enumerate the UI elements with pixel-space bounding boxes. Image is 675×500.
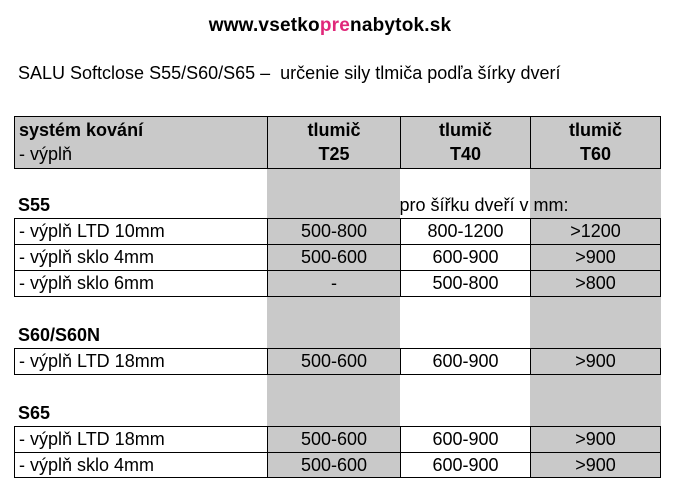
header-t60-line2: T60 — [579, 144, 612, 164]
heading-subtitle: určenie sily tlmiča podľa šírky dverí — [280, 63, 561, 83]
group-row-s65 — [14, 400, 661, 426]
website-url — [0, 15, 660, 37]
table-row — [14, 244, 661, 270]
url-part-2: nabytok.sk — [350, 15, 452, 36]
border-header-bottom — [14, 168, 661, 169]
cell-t25: 500-600 — [267, 244, 400, 270]
cell-t60: >900 — [530, 348, 661, 374]
group-row-s60 — [14, 322, 661, 348]
cell-t40: 800-1200 — [400, 218, 530, 244]
header-t25-line1: tlumič — [307, 120, 361, 140]
product-name: SALU Softclose S55/S60/S65 – — [18, 63, 271, 83]
header-cell-t40 — [400, 116, 530, 168]
cell-t40: 600-900 — [400, 426, 530, 452]
header-cell-t60 — [530, 116, 661, 168]
cell-t25: 500-600 — [267, 426, 400, 452]
row-label: - výplň sklo 4mm — [14, 452, 267, 478]
cell-t60: >800 — [530, 270, 661, 296]
unit-note: pro šířku dveří v mm: — [399, 194, 569, 215]
header-t25-line2: T25 — [318, 144, 350, 164]
header-t40-line1: tlumič — [438, 120, 492, 140]
header-cell-t25 — [267, 116, 400, 168]
group-label-s65: S65 — [18, 402, 51, 423]
row-label: - výplň LTD 10mm — [14, 218, 267, 244]
cell-t40: 600-900 — [400, 244, 530, 270]
cell-t40: 600-900 — [400, 348, 530, 374]
table-row — [14, 348, 661, 374]
table-row — [14, 452, 661, 478]
cell-t60: >1200 — [530, 218, 661, 244]
url-part-highlight: pre — [319, 15, 351, 36]
page-heading — [18, 63, 561, 84]
row-label: - výplň LTD 18mm — [14, 348, 267, 374]
row-divider — [14, 296, 661, 297]
cell-t25: - — [267, 270, 400, 296]
cell-t60: >900 — [530, 426, 661, 452]
cell-t60: >900 — [530, 452, 661, 478]
table-row — [14, 218, 661, 244]
table-header-row — [14, 116, 661, 168]
table-row — [14, 426, 661, 452]
cell-t25: 500-600 — [267, 452, 400, 478]
url-part-1: www.vsetko — [208, 15, 320, 36]
row-divider — [14, 374, 661, 375]
cell-t25: 500-600 — [267, 348, 400, 374]
row-label: - výplň sklo 6mm — [14, 270, 267, 296]
row-label: - výplň LTD 18mm — [14, 426, 267, 452]
header-system-label: systém kování — [19, 120, 144, 140]
border-bottom — [14, 477, 661, 478]
header-cell-system — [14, 116, 267, 168]
group-label-s55: S55 — [18, 194, 51, 215]
header-t60-line1: tlumič — [568, 120, 622, 140]
cell-t25: 500-800 — [267, 218, 400, 244]
header-t40-line2: T40 — [449, 144, 482, 164]
cell-t40: 600-900 — [400, 452, 530, 478]
damper-selection-table — [14, 116, 661, 478]
table-row — [14, 270, 661, 296]
group-row-s55 — [14, 192, 661, 218]
border-top — [14, 116, 661, 117]
cell-t40: 500-800 — [400, 270, 530, 296]
group-label-s60: S60/S60N — [18, 324, 101, 345]
header-fill-label: - výplň — [19, 144, 73, 164]
row-label: - výplň sklo 4mm — [14, 244, 267, 270]
cell-t60: >900 — [530, 244, 661, 270]
